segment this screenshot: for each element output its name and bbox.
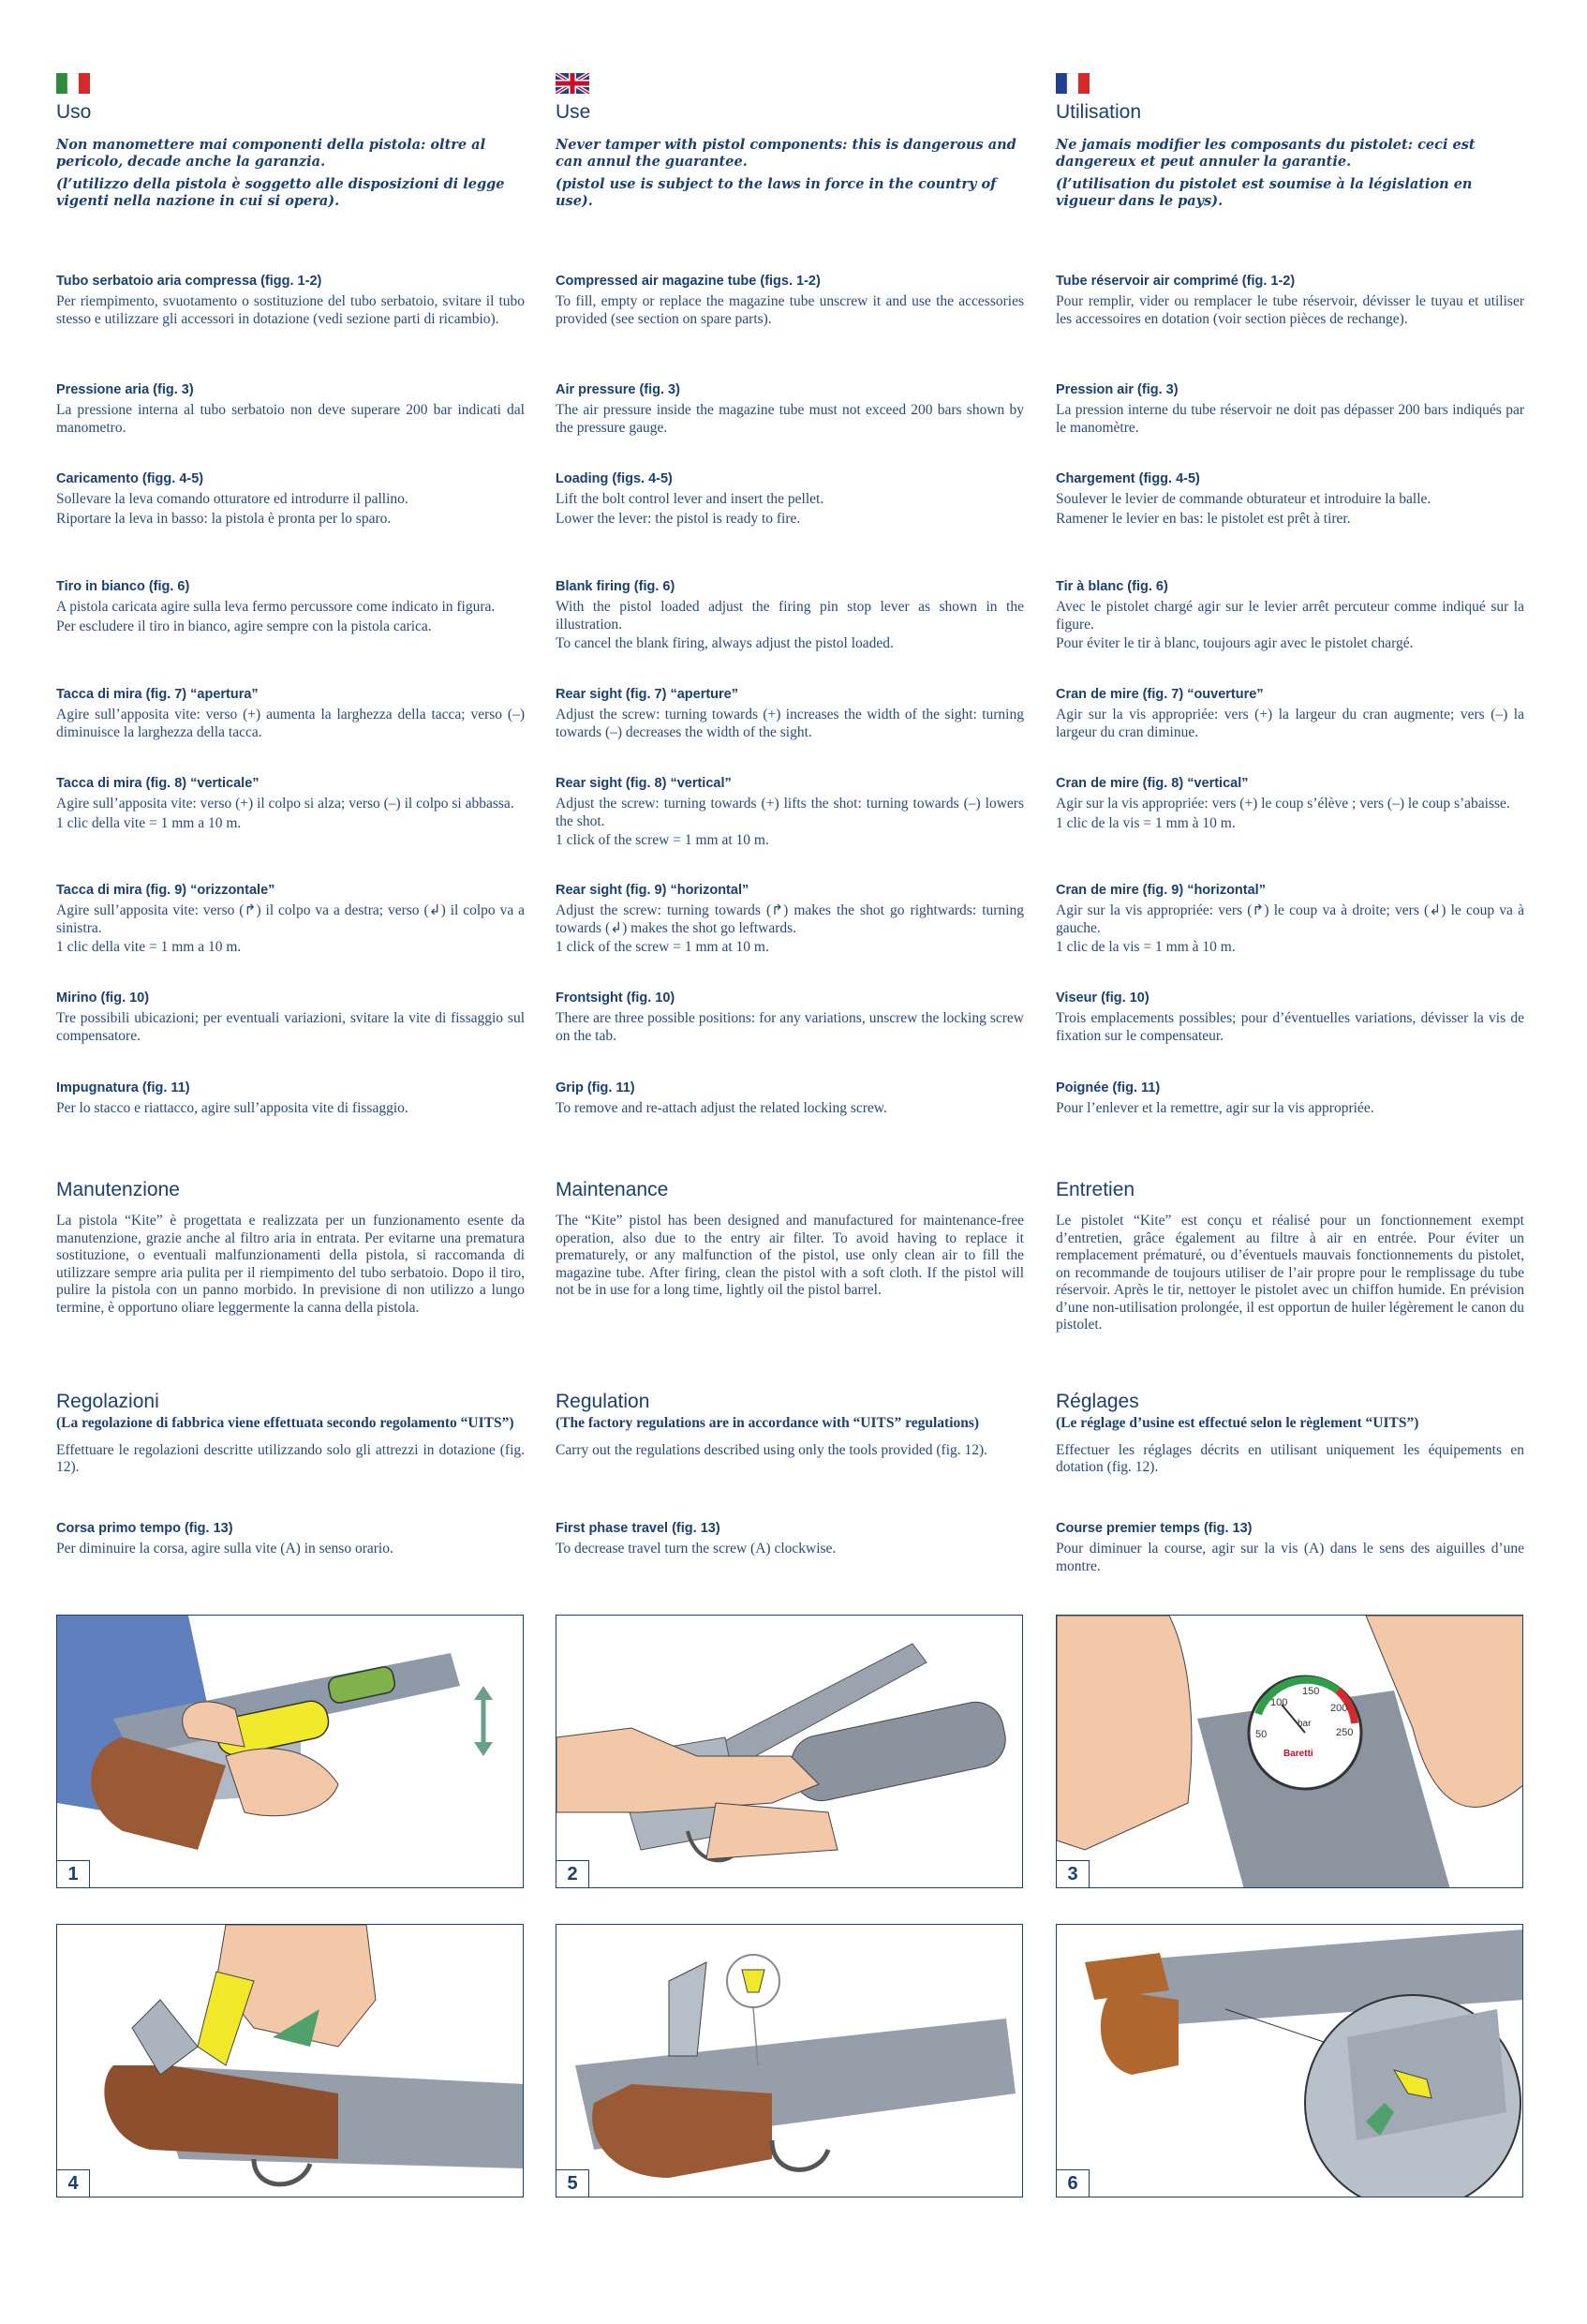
instruction-heading: Viseur (fig. 10)	[1056, 991, 1149, 1006]
instruction-heading: Cran de mire (fig. 8) “vertical”	[1056, 776, 1249, 791]
instruction-text: 1 clic della vite = 1 mm a 10 m.	[56, 814, 242, 831]
warning-law-text: (l’utilisation du pistolet est soumise à la législation en vigueur dans le pays).	[1056, 176, 1473, 209]
maintenance-section	[556, 1179, 1024, 1300]
instruction-text: To cancel the blank firing, always adjust the pistol loaded.	[556, 635, 894, 651]
instruction-heading: Rear sight (fig. 8) “vertical”	[556, 776, 732, 791]
instruction-heading: Tacca di mira (fig. 7) “apertura”	[56, 687, 259, 702]
warning-text: Non manomettere mai componenti della pistola: oltre al pericolo, decade anche la garanzia.	[56, 137, 486, 170]
first-phase-block	[556, 1521, 1024, 1558]
instruction-text: Lower the lever: the pistol is ready to fire.	[556, 510, 801, 527]
first-phase-block	[1056, 1521, 1524, 1575]
instruction-block	[1056, 471, 1524, 528]
maintenance-section	[1056, 1179, 1524, 1334]
instruction-block	[56, 471, 525, 528]
instruction-block	[1056, 382, 1524, 437]
instruction-text: Trois emplacements possibles; pour d’éventuelles variations, dévisser la vis de fixation sur le compensateur.	[1056, 1010, 1524, 1044]
gauge-tick: 150	[1302, 1686, 1320, 1697]
instruction-text: 1 click of the screw = 1 mm at 10 m.	[556, 832, 769, 848]
instruction-text: Riportare la leva in basso: la pistola è pronta per lo sparo.	[56, 510, 392, 527]
instruction-heading: Cran de mire (fig. 9) “horizontal”	[1056, 883, 1266, 898]
column-english	[556, 73, 1024, 124]
instruction-heading: Poignée (fig. 11)	[1056, 1080, 1161, 1095]
instruction-text: 1 clic della vite = 1 mm a 10 m.	[56, 939, 242, 955]
instruction-text: Agire sull’apposita vite: verso (↱) il colpo va a destra; verso (↲) il colpo va a sinistra.	[56, 902, 525, 936]
instruction-text: 1 clic de la vis = 1 mm à 10 m.	[1056, 939, 1236, 955]
regulation-text: Carry out the regulations described using only the tools provided (fig. 12).	[556, 1441, 988, 1458]
instruction-block	[1056, 687, 1524, 741]
first-phase-heading: Corsa primo tempo (fig. 13)	[56, 1521, 233, 1536]
instruction-block	[56, 687, 525, 741]
instruction-text: Soulever le levier de commande obturateur et introduire la balle.	[1056, 491, 1431, 507]
flag-uk-icon	[556, 73, 589, 94]
instruction-text: There are three possible positions: for any variations, unscrew the locking screw on the tab.	[556, 1010, 1024, 1044]
instruction-text: Per escludere il tiro in bianco, agire sempre con la pistola carica.	[56, 618, 432, 634]
figure-6	[1056, 1924, 1523, 2197]
warning-block	[56, 122, 525, 210]
instruction-text: Pour l’enlever et la remettre, agir sur la vis appropriée.	[1056, 1100, 1374, 1116]
instruction-block	[1056, 579, 1524, 653]
first-phase-heading: Course premier temps (fig. 13)	[1056, 1521, 1253, 1536]
instruction-text: Tre possibili ubicazioni; per eventuali variazioni, svitare la vite di fissaggio sul compensatore.	[56, 1010, 525, 1044]
instruction-heading: Blank firing (fig. 6)	[556, 579, 675, 594]
instruction-block	[1056, 274, 1524, 328]
instruction-text: Ramener le levier en bas: le pistolet est prêt à tirer.	[1056, 510, 1351, 527]
instruction-heading: Rear sight (fig. 7) “aperture”	[556, 687, 738, 702]
instruction-block	[56, 382, 525, 437]
section-title: Utilisation	[1056, 101, 1142, 123]
instruction-text: Per lo stacco e riattacco, agire sull’apposita vite di fissaggio.	[56, 1100, 408, 1116]
instruction-block	[556, 579, 1024, 653]
figure-number: 6	[1057, 2169, 1090, 2197]
figure-number: 3	[1057, 1860, 1090, 1887]
figure-6-illustration	[1057, 1925, 1523, 2197]
regulation-subtitle: (La regolazione di fabbrica viene effettuata secondo regolamento “UITS”)	[56, 1415, 514, 1431]
instruction-heading: Tacca di mira (fig. 9) “orizzontale”	[56, 883, 275, 898]
instruction-text: Lift the bolt control lever and insert the pellet.	[556, 491, 824, 507]
maintenance-title: Maintenance	[556, 1179, 669, 1200]
regulation-title: Regulation	[556, 1391, 650, 1412]
instruction-text: Pour éviter le tir à blanc, toujours agir avec le pistolet chargé.	[1056, 635, 1414, 651]
figure-4	[56, 1924, 524, 2197]
instruction-block	[56, 579, 525, 635]
instruction-text: Adjust the screw: turning towards (↱) makes the shot go rightwards: turning towards (↲) makes the shot go leftwards.	[556, 902, 1024, 936]
instruction-text: To fill, empty or replace the magazine tube unscrew it and use the accessories provided (see section on spare parts).	[556, 293, 1024, 327]
instruction-text: The air pressure inside the magazine tube must not exceed 200 bars shown by the pressure gauge.	[556, 402, 1024, 436]
instruction-heading: Rear sight (fig. 9) “horizontal”	[556, 883, 749, 898]
figure-number: 5	[556, 2169, 589, 2197]
instruction-text: 1 click of the screw = 1 mm at 10 m.	[556, 939, 769, 955]
flag-italy-icon	[56, 73, 90, 94]
warning-block	[1056, 122, 1524, 210]
maintenance-text: La pistola “Kite” è progettata e realizzata per un funzionamento esente da manutenzione, grazie anche al filtro aria in entrata. Per evitarne una prematura sostituzione, o eventuali malfunzionamenti della pistola, si raccomanda di utilizzare sempre aria pulita per il riempimento del tubo serbatoio. Dopo il tiro, pulire la pistola con un panno morbido. In previsione di non utilizzo a lungo termine, è opportuno oliare leggermente la canna della pistola.	[56, 1213, 525, 1316]
instruction-text: Agir sur la vis appropriée: vers (+) le coup s’élève ; vers (–) le coup s’abaisse.	[1056, 796, 1510, 812]
instruction-text: Pour remplir, vider ou remplacer le tube réservoir, dévisser le tuyau et utiliser les accessoires en dotation (voir section pièces de rechange).	[1056, 293, 1524, 327]
figure-1-illustration	[57, 1616, 524, 1888]
instruction-heading: Loading (figs. 4-5)	[556, 471, 673, 486]
first-phase-text: To decrease travel turn the screw (A) clockwise.	[556, 1541, 837, 1557]
instruction-text: Agir sur la vis appropriée: vers (↱) le coup va à droite; vers (↲) le coup va à gauche.	[1056, 902, 1524, 936]
instruction-block	[1056, 1080, 1524, 1118]
regulation-title: Regolazioni	[56, 1391, 159, 1412]
instruction-block	[56, 991, 525, 1045]
regulation-section	[556, 1391, 1024, 1459]
instruction-block	[1056, 991, 1524, 1045]
instruction-text: A pistola caricata agire sulla leva fermo percussore come indicato in figura.	[56, 599, 496, 615]
regulation-subtitle: (The factory regulations are in accordance with “UITS” regulations)	[556, 1415, 980, 1431]
instruction-block	[56, 776, 525, 832]
regulation-title: Réglages	[1056, 1391, 1139, 1412]
instruction-heading: Grip (fig. 11)	[556, 1080, 635, 1095]
instruction-text: La pressione interna al tubo serbatoio non deve superare 200 bar indicati dal manometro.	[56, 402, 525, 436]
section-title: Use	[556, 101, 591, 123]
column-french	[1056, 73, 1524, 124]
first-phase-text: Pour diminuer la course, agir sur la vis (A) dans le sens des aiguilles d’une montre.	[1056, 1541, 1524, 1574]
instruction-block	[56, 883, 525, 957]
warning-law-text: (pistol use is subject to the laws in force in the country of use).	[556, 176, 997, 209]
instruction-block	[556, 883, 1024, 957]
instruction-heading: Impugnatura (fig. 11)	[56, 1080, 190, 1095]
figure-number: 2	[556, 1860, 589, 1887]
regulation-subtitle: (Le réglage d’usine est effectué selon le règlement “UITS”)	[1056, 1415, 1419, 1431]
maintenance-text: The “Kite” pistol has been designed and manufactured for maintenance-free operation, also due to the entry air filter. To avoid having to replace it prematurely, or any malfunction of the pistol, use only clean air to fill the magazine tube. After firing, clean the pistol with a soft cloth. If the pistol will not be in use for a long time, lightly oil the pistol barrel.	[556, 1213, 1024, 1298]
section-title: Uso	[56, 101, 92, 123]
instruction-heading: Pressione aria (fig. 3)	[56, 382, 194, 397]
maintenance-title: Entretien	[1056, 1179, 1135, 1200]
regulation-section	[56, 1391, 525, 1477]
gauge-tick: 200	[1330, 1703, 1348, 1714]
instruction-block	[556, 1080, 1024, 1118]
gauge-unit: bar	[1298, 1719, 1312, 1729]
instruction-block	[556, 776, 1024, 850]
gauge-tick: 100	[1270, 1697, 1288, 1708]
instruction-heading: Cran de mire (fig. 7) “ouverture”	[1056, 687, 1264, 702]
instruction-text: Agir sur la vis appropriée: vers (+) la largeur du cran augmente; vers (–) la largeur du cran diminue.	[1056, 707, 1524, 740]
figure-4-illustration	[57, 1925, 524, 2197]
instruction-block	[1056, 776, 1524, 832]
maintenance-title: Manutenzione	[56, 1179, 180, 1200]
instruction-heading: Air pressure (fig. 3)	[556, 382, 680, 397]
instruction-text: Avec le pistolet chargé agir sur le levier arrêt percuteur comme indiqué sur la figure.	[1056, 599, 1524, 633]
instruction-text: Agire sull’apposita vite: verso (+) il colpo si alza; verso (–) il colpo si abbassa.	[56, 796, 514, 812]
instruction-block	[556, 382, 1024, 437]
regulation-text: Effettuare le regolazioni descritte utilizzando solo gli attrezzi in dotazione (fig. 12).	[56, 1441, 525, 1475]
instruction-text: With the pistol loaded adjust the firing pin stop lever as shown in the illustration.	[556, 599, 1024, 633]
figure-2-illustration	[556, 1616, 1023, 1888]
instruction-heading: Tir à blanc (fig. 6)	[1056, 579, 1168, 594]
first-phase-text: Per diminuire la corsa, agire sulla vite (A) in senso orario.	[56, 1541, 393, 1557]
instruction-text: 1 clic de la vis = 1 mm à 10 m.	[1056, 814, 1236, 831]
instruction-heading: Tacca di mira (fig. 8) “verticale”	[56, 776, 260, 791]
instruction-text: Agire sull’apposita vite: verso (+) aumenta la larghezza della tacca; verso (–) diminuisce la larghezza della tacca.	[56, 707, 525, 740]
warning-text: Ne jamais modifier les composants du pistolet: ceci est dangereux et peut annuler la garantie.	[1056, 137, 1476, 170]
instruction-heading: Pression air (fig. 3)	[1056, 382, 1179, 397]
figure-2	[556, 1615, 1023, 1888]
instruction-text: Sollevare la leva comando otturatore ed introdurre il pallino.	[56, 491, 408, 507]
figure-1	[56, 1615, 524, 1888]
figure-5	[556, 1924, 1023, 2197]
figure-number: 1	[57, 1860, 90, 1887]
gauge-brand: Baretti	[1283, 1749, 1313, 1759]
instruction-text: Adjust the screw: turning towards (+) increases the width of the sight: turning towards (–) decreases the width of the sight.	[556, 707, 1024, 740]
instruction-block	[56, 1080, 525, 1118]
instruction-heading: Tube réservoir air comprimé (fig. 1-2)	[1056, 274, 1296, 289]
maintenance-text: Le pistolet “Kite” est conçu et réalisé pour un fonctionnement exempt d’entretien, grâce également au filtre à air en entrée. Pour éviter un remplacement prématuré, ou d’éventuels mauvais fonctionnements du pistolet, on recommande de toujours utiliser de l’air propre pour le remplissage du tube réservoir. Après le tir, nettoyer le pistolet avec un chiffon humide. En prévision d’une non-utilisation prolongée, il est opportun de huiler légèrement le canon du pistolet.	[1056, 1213, 1524, 1333]
instruction-heading: Chargement (figg. 4-5)	[1056, 471, 1200, 486]
instruction-text: To remove and re-attach adjust the related locking screw.	[556, 1100, 887, 1116]
figure-3-illustration	[1057, 1616, 1523, 1888]
instruction-block	[1056, 883, 1524, 957]
instruction-block	[556, 991, 1024, 1045]
instruction-block	[56, 274, 525, 328]
instruction-text: Per riempimento, svuotamento o sostituzione del tubo serbatoio, svitare il tubo stesso e utilizzare gli accessori in dotazione (vedi sezione parti di ricambio).	[56, 293, 525, 327]
gauge-tick: 250	[1336, 1727, 1354, 1738]
maintenance-section	[56, 1179, 525, 1317]
instruction-heading: Compressed air magazine tube (figs. 1-2)	[556, 274, 821, 289]
gauge-tick: 50	[1255, 1729, 1268, 1740]
column-italian	[56, 73, 525, 124]
regulation-text: Effectuer les réglages décrits en utilisant uniquement les équipements en dotation (fig. 12).	[1056, 1441, 1524, 1475]
instruction-heading: Mirino (fig. 10)	[56, 991, 150, 1006]
instruction-block	[556, 471, 1024, 528]
figure-5-illustration	[556, 1925, 1023, 2197]
instruction-heading: Tubo serbatoio aria compressa (figg. 1-2)	[56, 274, 322, 289]
instruction-text: Adjust the screw: turning towards (+) lifts the shot: turning towards (–) lowers the shot.	[556, 796, 1024, 829]
instruction-heading: Frontsight (fig. 10)	[556, 991, 675, 1006]
warning-law-text: (l’utilizzo della pistola è soggetto alle disposizioni di legge vigenti nella nazione in cui si opera).	[56, 176, 505, 209]
figure-3	[1056, 1615, 1523, 1888]
instruction-heading: Tiro in bianco (fig. 6)	[56, 579, 190, 594]
first-phase-block	[56, 1521, 525, 1558]
figure-number: 4	[57, 2169, 90, 2197]
first-phase-heading: First phase travel (fig. 13)	[556, 1521, 720, 1536]
regulation-section	[1056, 1391, 1524, 1477]
instruction-text: La pression interne du tube réservoir ne doit pas dépasser 200 bars indiqués par le manomètre.	[1056, 402, 1524, 436]
instruction-block	[556, 687, 1024, 741]
warning-block	[556, 122, 1024, 210]
instruction-block	[556, 274, 1024, 328]
warning-text: Never tamper with pistol components: this is dangerous and can annul the guarantee.	[556, 137, 1016, 170]
flag-france-icon	[1056, 73, 1090, 94]
instruction-heading: Caricamento (figg. 4-5)	[56, 471, 204, 486]
